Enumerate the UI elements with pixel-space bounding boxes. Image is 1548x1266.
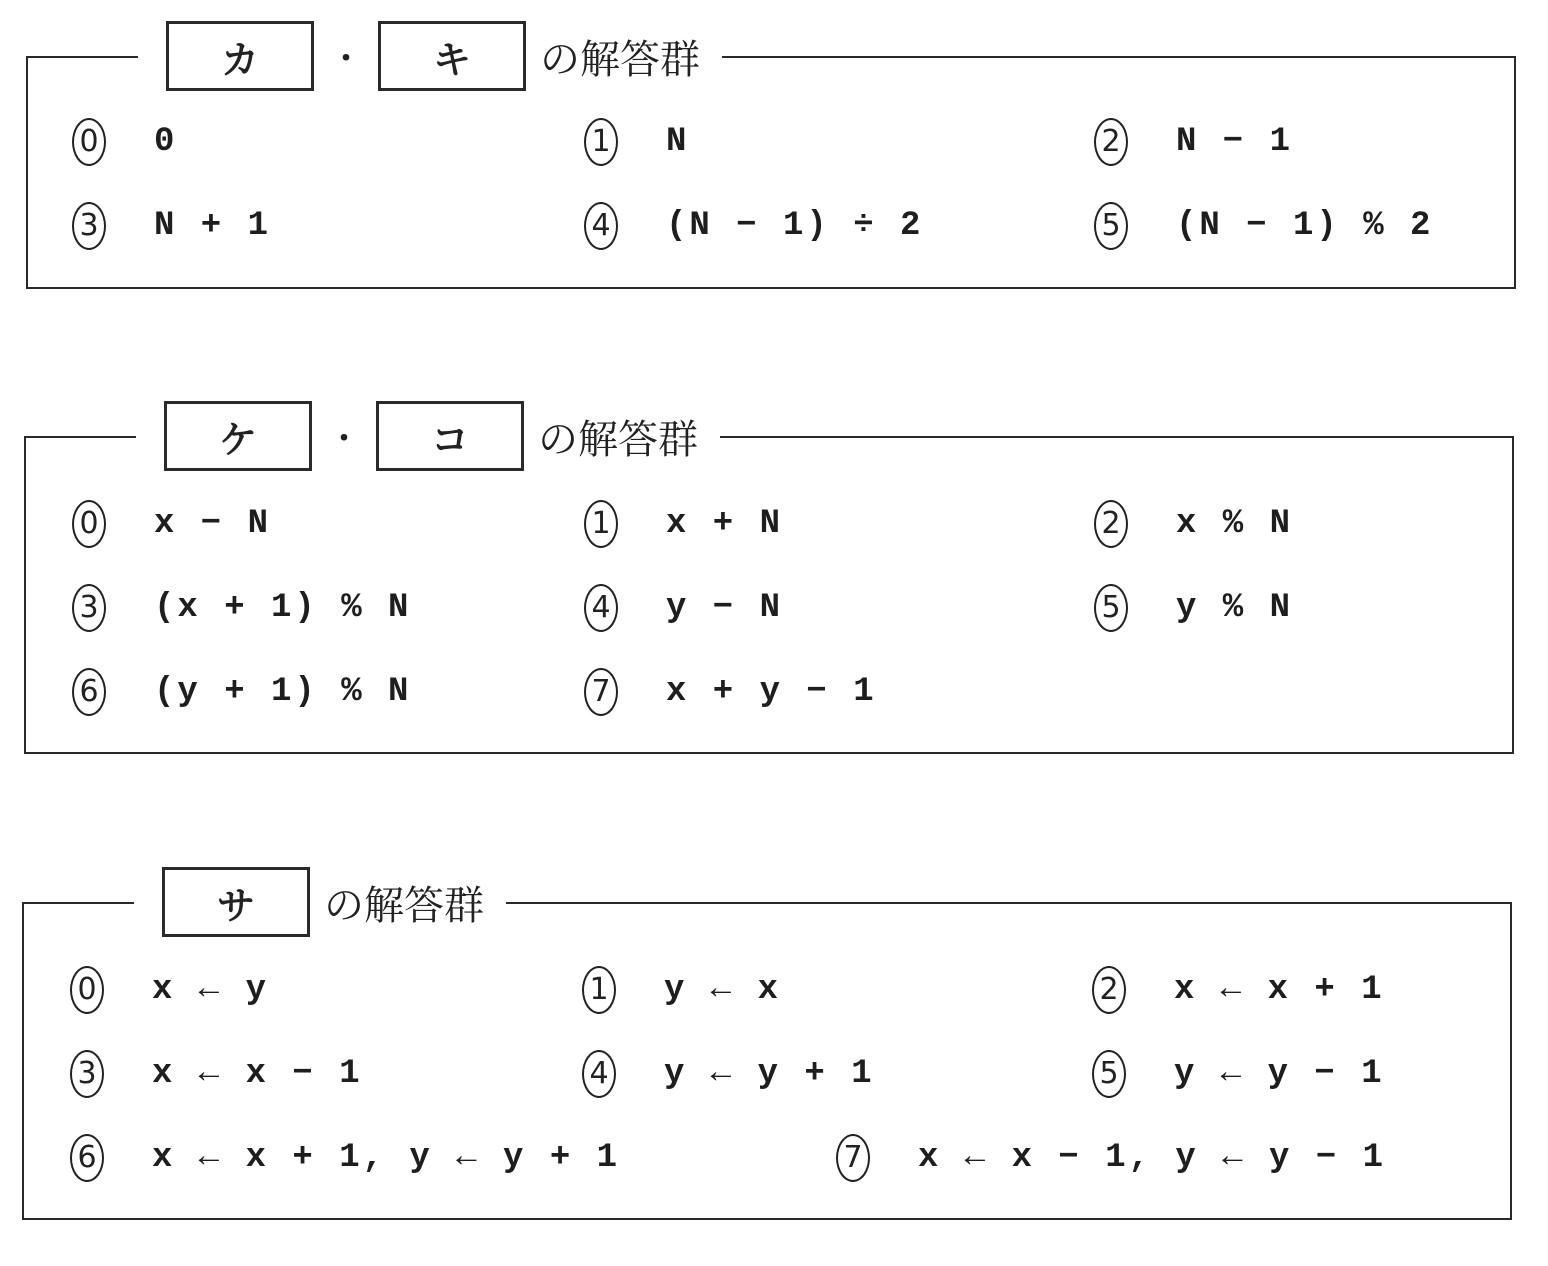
choice-expression: x ← x − 1, y ← y − 1 (918, 1139, 1387, 1177)
answer-blank-sa: サ (162, 867, 310, 937)
choice-item[interactable] (582, 1050, 875, 1098)
choice-expression: x + N (666, 505, 784, 543)
separator-dot: ・ (329, 422, 359, 457)
group-heading-suffix: の解答群 (540, 36, 700, 83)
choice-item[interactable] (836, 1134, 1386, 1182)
separator-dot: ・ (331, 42, 361, 77)
choice-expression: N + 1 (154, 207, 272, 245)
choice-item[interactable] (70, 1134, 620, 1182)
choice-item[interactable] (1094, 202, 1433, 250)
choice-expression: N − 1 (1176, 123, 1294, 161)
answer-blank-ke: ケ (164, 401, 312, 471)
choice-item[interactable] (72, 202, 271, 250)
choice-item[interactable] (1092, 1050, 1385, 1098)
choice-expression: (N − 1) % 2 (1176, 207, 1434, 245)
choice-expression: (x + 1) % N (154, 589, 412, 627)
answer-group-sa (22, 882, 1512, 1220)
choice-item[interactable] (582, 966, 781, 1014)
choice-item[interactable] (72, 500, 271, 548)
choice-item[interactable] (584, 584, 783, 632)
answer-group-ke-ko (24, 416, 1514, 754)
choice-item[interactable] (72, 118, 177, 166)
circled-number-icon: 0 (72, 118, 106, 166)
answer-blank-ki: キ (378, 21, 526, 91)
choice-expression: x − N (154, 505, 272, 543)
choice-expression: x + y − 1 (666, 673, 877, 711)
circled-number-icon: 5 (1094, 202, 1128, 250)
choice-expression: (y + 1) % N (154, 673, 412, 711)
choice-item[interactable] (72, 668, 411, 716)
choice-item[interactable] (70, 966, 269, 1014)
choice-expression: y − N (666, 589, 784, 627)
choice-item[interactable] (584, 118, 689, 166)
circled-number-icon: 6 (70, 1134, 104, 1182)
answer-group-ka-ki (26, 36, 1516, 289)
choice-item[interactable] (584, 668, 877, 716)
group-heading (138, 19, 722, 93)
circled-number-icon: 4 (582, 1050, 616, 1098)
circled-number-icon: 3 (72, 584, 106, 632)
circled-number-icon: 0 (70, 966, 104, 1014)
circled-number-icon: 1 (584, 500, 618, 548)
circled-number-icon: 4 (584, 584, 618, 632)
choice-expression: x ← x + 1, y ← y + 1 (152, 1139, 621, 1177)
group-heading (136, 399, 720, 473)
circled-number-icon: 1 (582, 966, 616, 1014)
circled-number-icon: 1 (584, 118, 618, 166)
circled-number-icon: 7 (584, 668, 618, 716)
circled-number-icon: 7 (836, 1134, 870, 1182)
circled-number-icon: 2 (1094, 500, 1128, 548)
choice-expression: x % N (1176, 505, 1294, 543)
choice-item[interactable] (1094, 584, 1293, 632)
choice-expression: x ← x + 1 (1174, 971, 1385, 1009)
choice-expression: y % N (1176, 589, 1294, 627)
circled-number-icon: 2 (1092, 966, 1126, 1014)
circled-number-icon: 6 (72, 668, 106, 716)
choice-item[interactable] (1094, 500, 1293, 548)
choice-item[interactable] (584, 202, 923, 250)
circled-number-icon: 2 (1094, 118, 1128, 166)
choice-item[interactable] (70, 1050, 363, 1098)
choice-expression: x ← y (152, 971, 270, 1009)
circled-number-icon: 5 (1092, 1050, 1126, 1098)
circled-number-icon: 3 (70, 1050, 104, 1098)
answer-blank-ka: カ (166, 21, 314, 91)
circled-number-icon: 4 (584, 202, 618, 250)
circled-number-icon: 5 (1094, 584, 1128, 632)
circled-number-icon: 0 (72, 500, 106, 548)
circled-number-icon: 3 (72, 202, 106, 250)
group-heading-suffix: の解答群 (324, 882, 484, 929)
choice-expression: y ← x (664, 971, 782, 1009)
choice-expression: y ← y − 1 (1174, 1055, 1385, 1093)
choice-expression: 0 (154, 123, 178, 161)
group-heading-suffix: の解答群 (538, 416, 698, 463)
choice-expression: y ← y + 1 (664, 1055, 875, 1093)
answer-blank-ko: コ (376, 401, 524, 471)
choice-item[interactable] (72, 584, 411, 632)
choice-expression: x ← x − 1 (152, 1055, 363, 1093)
choice-expression: N (666, 123, 690, 161)
choice-expression: (N − 1) ÷ 2 (666, 207, 924, 245)
choice-item[interactable] (1094, 118, 1293, 166)
choice-item[interactable] (584, 500, 783, 548)
group-heading (134, 865, 506, 939)
choice-item[interactable] (1092, 966, 1385, 1014)
